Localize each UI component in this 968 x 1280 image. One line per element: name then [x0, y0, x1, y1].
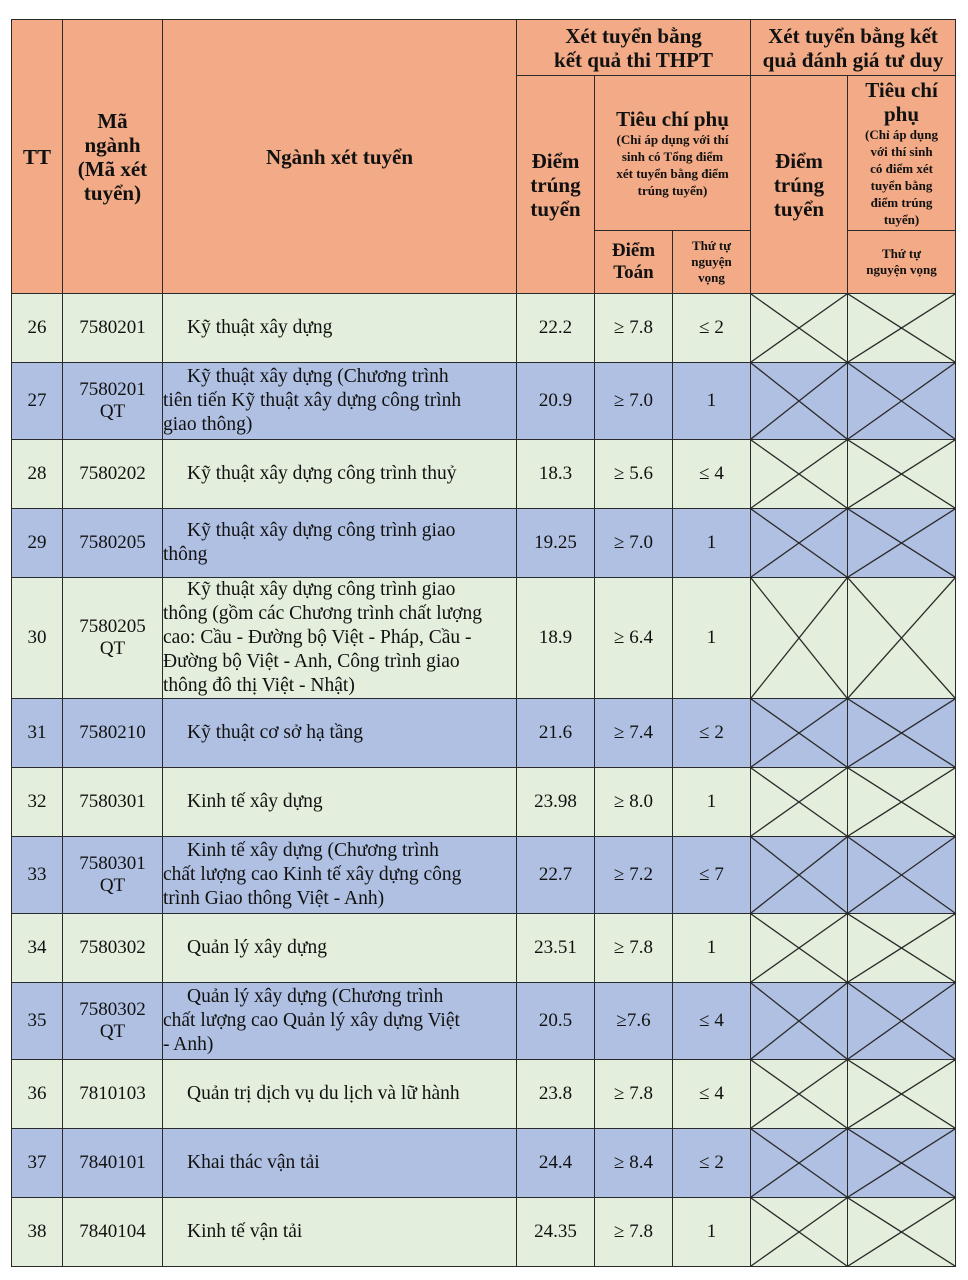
cell-diem-toan: ≥ 7.0: [595, 363, 673, 440]
cell-thu-tu-nguyen-vong: ≤ 4: [673, 1060, 751, 1129]
cell-tdg-nguyen-vong-crossed: [848, 1129, 956, 1198]
cell-tt: 34: [12, 914, 63, 983]
cell-tdg-diem-crossed: [751, 837, 848, 914]
nganh-line: chất lượng cao Kinh tế xây dựng công: [163, 864, 462, 885]
table-row: [12, 578, 956, 699]
cell-thu-tu-nguyen-vong: 1: [673, 363, 751, 440]
cell-tdg-diem-crossed: [751, 768, 848, 837]
cell-tdg-diem-crossed: [751, 363, 848, 440]
cell-thu-tu-nguyen-vong: ≤ 4: [673, 440, 751, 509]
cross-out-mark: [751, 1129, 847, 1197]
cell-diem-toan: ≥ 8.4: [595, 1129, 673, 1198]
nganh-line: trình Giao thông Việt - Anh): [163, 888, 385, 909]
table-row: [12, 914, 956, 983]
cell-ma-nganh: [63, 1060, 163, 1129]
cell-diem-trung-tuyen: 20.5: [517, 983, 595, 1060]
ma-nganh-line: 7580302: [79, 999, 146, 1020]
table-row: [12, 363, 956, 440]
ma-nganh-line: QT: [99, 401, 126, 422]
cell-tdg-nguyen-vong-crossed: [848, 699, 956, 768]
col-header-diem-toan: Điểm Toán: [595, 231, 673, 294]
col-header-diem-trung-tuyen-thpt: Điểm trúng tuyển: [517, 76, 595, 294]
cell-ma-nganh: [63, 1129, 163, 1198]
cell-thu-tu-nguyen-vong: ≤ 2: [673, 699, 751, 768]
cell-tdg-nguyen-vong-crossed: [848, 363, 956, 440]
cell-tt: 36: [12, 1060, 63, 1129]
cell-diem-trung-tuyen: 23.51: [517, 914, 595, 983]
nganh-line: Kỹ thuật xây dựng công trình giao: [187, 520, 456, 541]
ma-nganh-line: 7580301: [79, 791, 146, 812]
ma-nganh-line: QT: [99, 638, 126, 659]
nganh-line: Kỹ thuật xây dựng công trình giao: [187, 579, 456, 600]
nganh-line: Kỹ thuật xây dựng: [187, 317, 333, 338]
ma-nganh-line: 7810103: [79, 1083, 146, 1104]
cell-tdg-nguyen-vong-crossed: [848, 837, 956, 914]
cross-out-mark: [751, 1060, 847, 1128]
cell-nganh: [163, 440, 517, 509]
cross-out-mark: [751, 914, 847, 982]
cross-out-mark: [751, 837, 847, 913]
cell-diem-trung-tuyen: 24.35: [517, 1198, 595, 1267]
cell-thu-tu-nguyen-vong: 1: [673, 1198, 751, 1267]
cell-tt: 26: [12, 294, 63, 363]
cell-diem-toan: ≥ 8.0: [595, 768, 673, 837]
cross-out-mark: [848, 914, 955, 982]
cell-nganh: [163, 578, 517, 699]
cell-diem-toan: ≥ 7.4: [595, 699, 673, 768]
cell-tt: 33: [12, 837, 63, 914]
ma-nganh-line: 7580302: [79, 937, 146, 958]
cell-ma-nganh: [63, 578, 163, 699]
cell-tt: 31: [12, 699, 63, 768]
cell-diem-trung-tuyen: 23.8: [517, 1060, 595, 1129]
cell-diem-trung-tuyen: 22.7: [517, 837, 595, 914]
cell-diem-toan: ≥7.6: [595, 983, 673, 1060]
cell-tdg-diem-crossed: [751, 440, 848, 509]
nganh-line: thông (gồm các Chương trình chất lượng: [163, 603, 483, 624]
cell-diem-trung-tuyen: 18.9: [517, 578, 595, 699]
cell-tdg-diem-crossed: [751, 699, 848, 768]
cell-diem-toan: ≥ 5.6: [595, 440, 673, 509]
cell-ma-nganh: [63, 509, 163, 578]
cell-tdg-diem-crossed: [751, 1129, 848, 1198]
cell-tdg-nguyen-vong-crossed: [848, 914, 956, 983]
cell-tdg-nguyen-vong-crossed: [848, 1198, 956, 1267]
col-header-tieu-chi-phu-thpt: Tiêu chí phụ (Chỉ áp dụng với thí sinh có Tổng điểm xét tuyển bằng điểm trúng tuyển): [595, 76, 751, 231]
nganh-line: giao thông): [163, 414, 253, 435]
cell-diem-trung-tuyen: 24.4: [517, 1129, 595, 1198]
group-header-danh-gia-tu-duy: Xét tuyển bằng kết quả đánh giá tư duy: [751, 20, 956, 76]
cross-out-mark: [848, 1198, 955, 1266]
col-header-tt: TT: [12, 20, 63, 294]
cell-nganh: [163, 699, 517, 768]
cell-tt: 32: [12, 768, 63, 837]
cell-diem-toan: ≥ 7.8: [595, 1060, 673, 1129]
cell-tdg-nguyen-vong-crossed: [848, 509, 956, 578]
cell-diem-trung-tuyen: 21.6: [517, 699, 595, 768]
col-header-diem-trung-tuyen-tdg: Điểm trúng tuyển: [751, 76, 848, 294]
table-row: [12, 1129, 956, 1198]
cross-out-mark: [751, 768, 847, 836]
cell-diem-trung-tuyen: 23.98: [517, 768, 595, 837]
table-row: [12, 509, 956, 578]
col-header-ma-nganh: Mã ngành (Mã xét tuyển): [63, 20, 163, 294]
col-header-thu-tu-nguyen-vong-tdg: Thứ tự nguyện vọng: [848, 231, 956, 294]
cell-diem-toan: ≥ 7.8: [595, 1198, 673, 1267]
group-header-thpt: Xét tuyển bằng kết quả thi THPT: [517, 20, 751, 76]
nganh-line: Quản lý xây dựng: [187, 937, 328, 958]
cell-ma-nganh: [63, 363, 163, 440]
cross-out-mark: [848, 837, 955, 913]
nganh-line: Kinh tế xây dựng: [187, 791, 323, 812]
cell-tdg-diem-crossed: [751, 983, 848, 1060]
col-header-nganh: Ngành xét tuyển: [163, 20, 517, 294]
cell-tdg-diem-crossed: [751, 578, 848, 699]
cell-nganh: [163, 768, 517, 837]
cell-tdg-nguyen-vong-crossed: [848, 294, 956, 363]
cell-tdg-diem-crossed: [751, 1060, 848, 1129]
cell-diem-trung-tuyen: 18.3: [517, 440, 595, 509]
ma-nganh-line: QT: [99, 875, 126, 896]
cross-out-mark: [848, 363, 955, 439]
cell-nganh: [163, 1060, 517, 1129]
cross-out-mark: [751, 509, 847, 577]
nganh-line: Kỹ thuật cơ sở hạ tầng: [187, 722, 364, 743]
nganh-line: Quản lý xây dựng (Chương trình: [187, 986, 444, 1007]
nganh-line: thông đô thị Việt - Nhật): [163, 675, 355, 696]
cell-tdg-nguyen-vong-crossed: [848, 440, 956, 509]
cross-out-mark: [848, 1129, 955, 1197]
nganh-line: Kỹ thuật xây dựng công trình thuỷ: [187, 463, 457, 484]
cell-thu-tu-nguyen-vong: ≤ 4: [673, 983, 751, 1060]
nganh-line: Kinh tế vận tải: [187, 1221, 303, 1242]
table-row: [12, 699, 956, 768]
nganh-line: chất lượng cao Quản lý xây dựng Việt: [163, 1010, 460, 1031]
nganh-line: Kinh tế xây dựng (Chương trình: [187, 840, 439, 861]
cell-diem-toan: ≥ 7.8: [595, 294, 673, 363]
cell-tdg-nguyen-vong-crossed: [848, 768, 956, 837]
cross-out-mark: [848, 440, 955, 508]
ma-nganh-line: 7580201: [79, 379, 146, 400]
ma-nganh-line: 7580301: [79, 853, 146, 874]
cell-ma-nganh: [63, 699, 163, 768]
cell-nganh: [163, 1198, 517, 1267]
cell-tdg-nguyen-vong-crossed: [848, 983, 956, 1060]
cross-out-mark: [848, 1060, 955, 1128]
ma-nganh-line: 7840104: [79, 1221, 146, 1242]
cell-tdg-diem-crossed: [751, 914, 848, 983]
cross-out-mark: [751, 440, 847, 508]
nganh-line: Kỹ thuật xây dựng (Chương trình: [187, 366, 449, 387]
cell-thu-tu-nguyen-vong: 1: [673, 768, 751, 837]
ma-nganh-line: 7580210: [79, 722, 146, 743]
cell-tt: 28: [12, 440, 63, 509]
nganh-line: Đường bộ Việt - Anh, Công trình giao: [163, 651, 460, 672]
cross-out-mark: [751, 363, 847, 439]
cell-ma-nganh: [63, 768, 163, 837]
col-header-thu-tu-nguyen-vong-thpt: Thứ tự nguyện vọng: [673, 231, 751, 294]
table-row: [12, 294, 956, 363]
cell-nganh: [163, 914, 517, 983]
cross-out-mark: [848, 699, 955, 767]
ma-nganh-line: QT: [99, 1021, 126, 1042]
cell-nganh: [163, 294, 517, 363]
ma-nganh-line: 7580201: [79, 317, 146, 338]
cell-tt: 38: [12, 1198, 63, 1267]
cross-out-mark: [751, 1198, 847, 1266]
table-row: [12, 440, 956, 509]
cell-nganh: [163, 1129, 517, 1198]
table-row: [12, 837, 956, 914]
cell-thu-tu-nguyen-vong: ≤ 7: [673, 837, 751, 914]
cross-out-mark: [751, 578, 847, 698]
cell-nganh: [163, 837, 517, 914]
ma-nganh-line: 7580205: [79, 532, 146, 553]
cell-tt: 29: [12, 509, 63, 578]
cell-tdg-diem-crossed: [751, 294, 848, 363]
cell-diem-toan: ≥ 7.8: [595, 914, 673, 983]
cross-out-mark: [848, 294, 955, 362]
cell-thu-tu-nguyen-vong: 1: [673, 509, 751, 578]
cell-nganh: [163, 509, 517, 578]
cell-nganh: [163, 363, 517, 440]
table-row: [12, 768, 956, 837]
table-row: [12, 1198, 956, 1267]
cell-thu-tu-nguyen-vong: ≤ 2: [673, 294, 751, 363]
cross-out-mark: [751, 699, 847, 767]
cell-tt: 27: [12, 363, 63, 440]
cross-out-mark: [848, 983, 955, 1059]
cell-thu-tu-nguyen-vong: ≤ 2: [673, 1129, 751, 1198]
cell-ma-nganh: [63, 294, 163, 363]
cell-tdg-diem-crossed: [751, 1198, 848, 1267]
cell-diem-trung-tuyen: 20.9: [517, 363, 595, 440]
cross-out-mark: [751, 294, 847, 362]
cell-ma-nganh: [63, 1198, 163, 1267]
cross-out-mark: [848, 509, 955, 577]
nganh-line: thông: [163, 544, 208, 565]
cell-diem-toan: ≥ 6.4: [595, 578, 673, 699]
nganh-line: cao: Cầu - Đường bộ Việt - Pháp, Cầu -: [163, 627, 472, 648]
cell-diem-toan: ≥ 7.2: [595, 837, 673, 914]
cell-diem-trung-tuyen: 22.2: [517, 294, 595, 363]
cell-nganh: [163, 983, 517, 1060]
nganh-line: - Anh): [163, 1034, 214, 1055]
cross-out-mark: [848, 768, 955, 836]
cell-thu-tu-nguyen-vong: 1: [673, 578, 751, 699]
col-header-tieu-chi-phu-tdg: Tiêu chí phụ (Chỉ áp dụng với thí sinh có điểm xét tuyển bằng điểm trúng tuyển): [848, 76, 956, 231]
cell-ma-nganh: [63, 914, 163, 983]
nganh-line: Khai thác vận tải: [187, 1152, 320, 1173]
cell-ma-nganh: [63, 837, 163, 914]
cell-tdg-nguyen-vong-crossed: [848, 578, 956, 699]
cell-tt: 37: [12, 1129, 63, 1198]
cell-ma-nganh: [63, 440, 163, 509]
cell-tdg-nguyen-vong-crossed: [848, 1060, 956, 1129]
cell-tt: 30: [12, 578, 63, 699]
cell-thu-tu-nguyen-vong: 1: [673, 914, 751, 983]
ma-nganh-line: 7580205: [79, 616, 146, 637]
cell-diem-toan: ≥ 7.0: [595, 509, 673, 578]
cell-diem-trung-tuyen: 19.25: [517, 509, 595, 578]
nganh-line: tiên tiến Kỹ thuật xây dựng công trình: [163, 390, 462, 411]
table-row: [12, 983, 956, 1060]
ma-nganh-line: 7580202: [79, 463, 146, 484]
cell-tt: 35: [12, 983, 63, 1060]
cell-tdg-diem-crossed: [751, 509, 848, 578]
admission-score-table: [11, 19, 956, 1267]
cell-ma-nganh: [63, 983, 163, 1060]
ma-nganh-line: 7840101: [79, 1152, 146, 1173]
nganh-line: Quản trị dịch vụ du lịch và lữ hành: [187, 1083, 460, 1104]
cross-out-mark: [751, 983, 847, 1059]
cross-out-mark: [848, 578, 955, 698]
table-row: [12, 1060, 956, 1129]
